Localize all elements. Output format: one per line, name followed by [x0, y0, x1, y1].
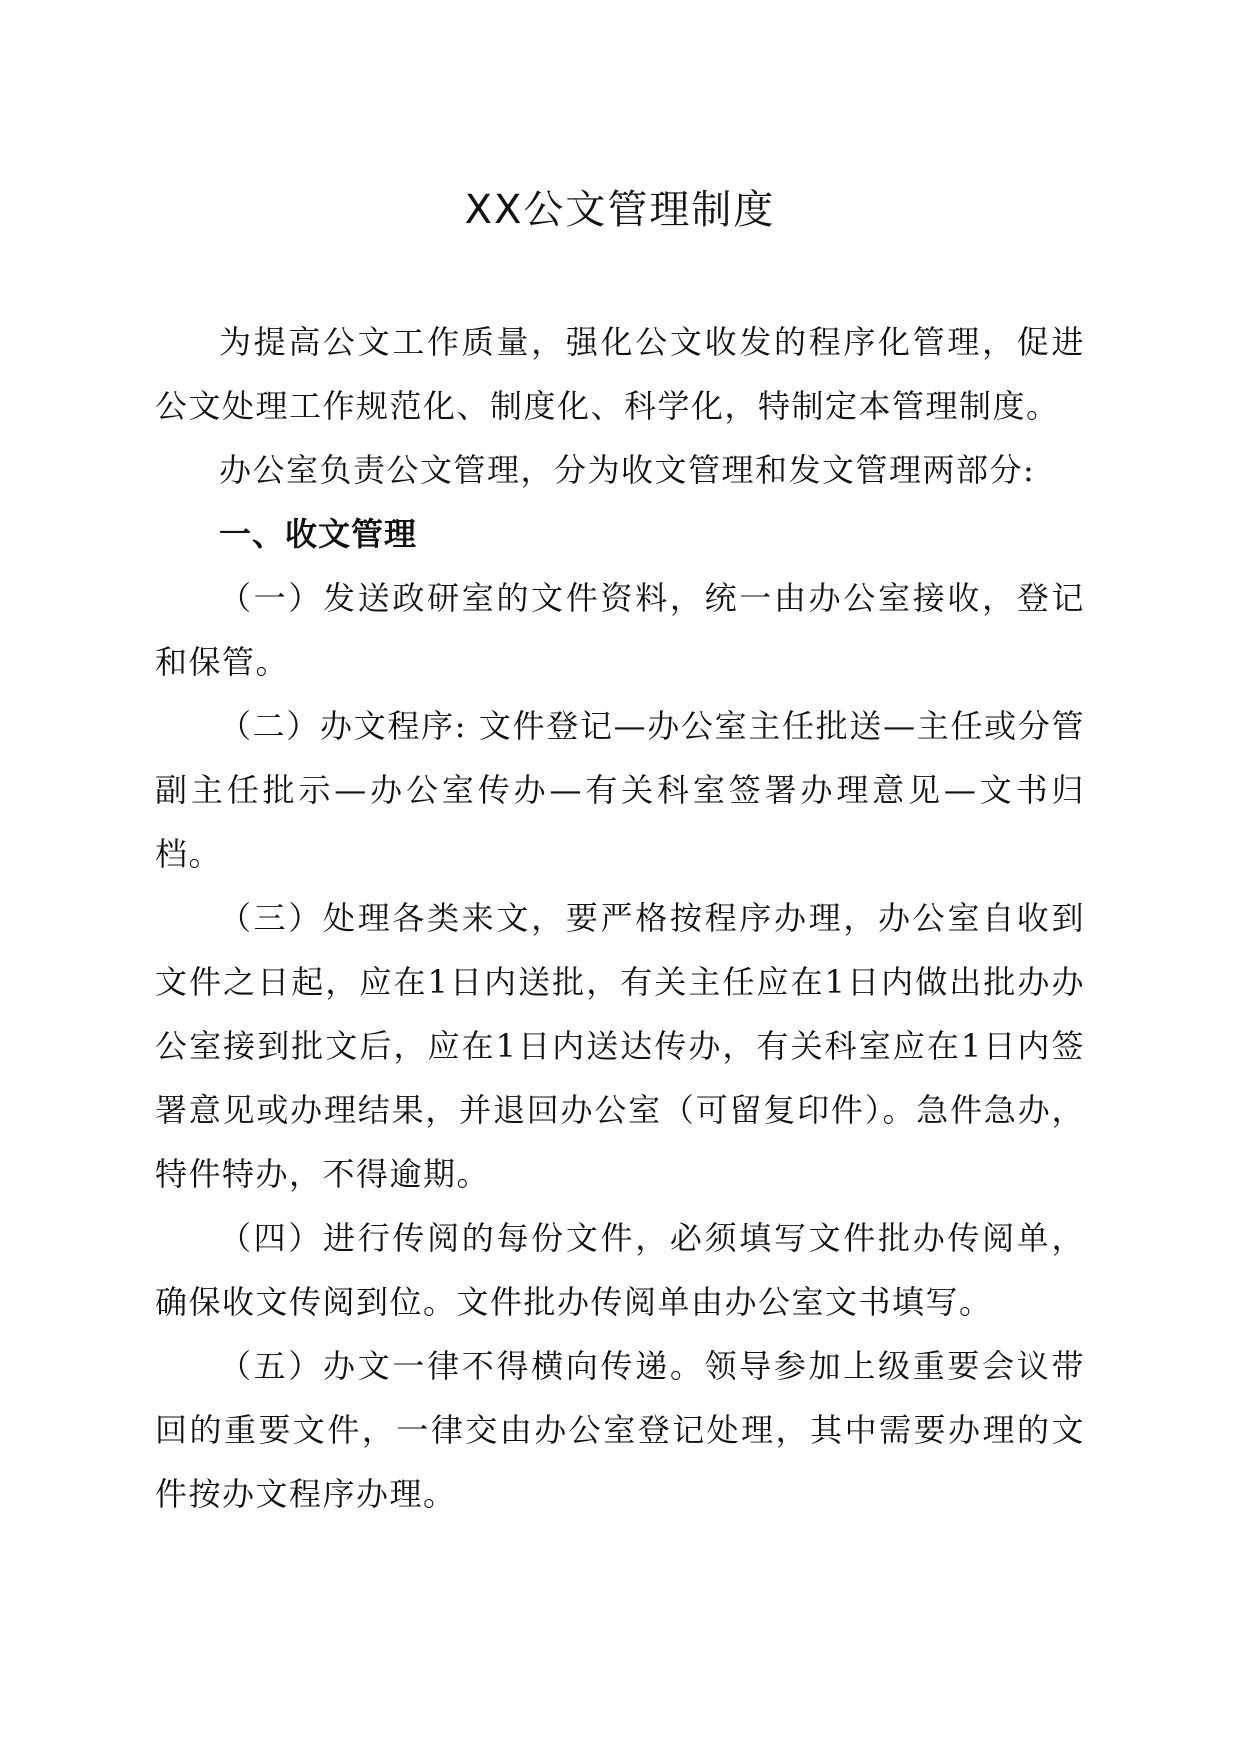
document-body [155, 310, 1085, 1526]
section-item: （一）发送政研室的文件资料，统一由办公室接收，登记和保管。 [155, 579, 1085, 681]
section-heading-incoming-documents: 一、收文管理 [219, 515, 418, 553]
section-item: （五）办文一律不得横向传递。领导参加上级重要会议带回的重要文件，一律交由办公室登记处理，其中需要办理的文件按办文程序办理。 [155, 1347, 1085, 1513]
document-title: XX公文管理制度 [464, 187, 776, 233]
scope-paragraph: 办公室负责公文管理，分为收文管理和发文管理两部分: [219, 451, 1036, 489]
section-item: （四）进行传阅的每份文件，必须填写文件批办传阅单，确保收文传阅到位。文件批办传阅单由办公室文书填写。 [155, 1219, 1085, 1321]
intro-paragraph: 为提高公文工作质量，强化公文收发的程序化管理，促进公文处理工作规范化、制度化、科学化，特制定本管理制度。 [155, 323, 1085, 425]
section-item: （三）处理各类来文，要严格按程序办理，办公室自收到文件之日起，应在1日内送批，有关主任应在1日内做出批办办公室接到批文后，应在1日内送达传办，有关科室应在1日内签署意见或办理结果，并退回办公室（可留复印件）。急件急办，特件特办，不得逾期。 [155, 899, 1085, 1193]
section-item: （二）办文程序: 文件登记—办公室主任批送—主任或分管副主任批示—办公室传办—有关科室签署办理意见—文书归档。 [155, 707, 1085, 873]
